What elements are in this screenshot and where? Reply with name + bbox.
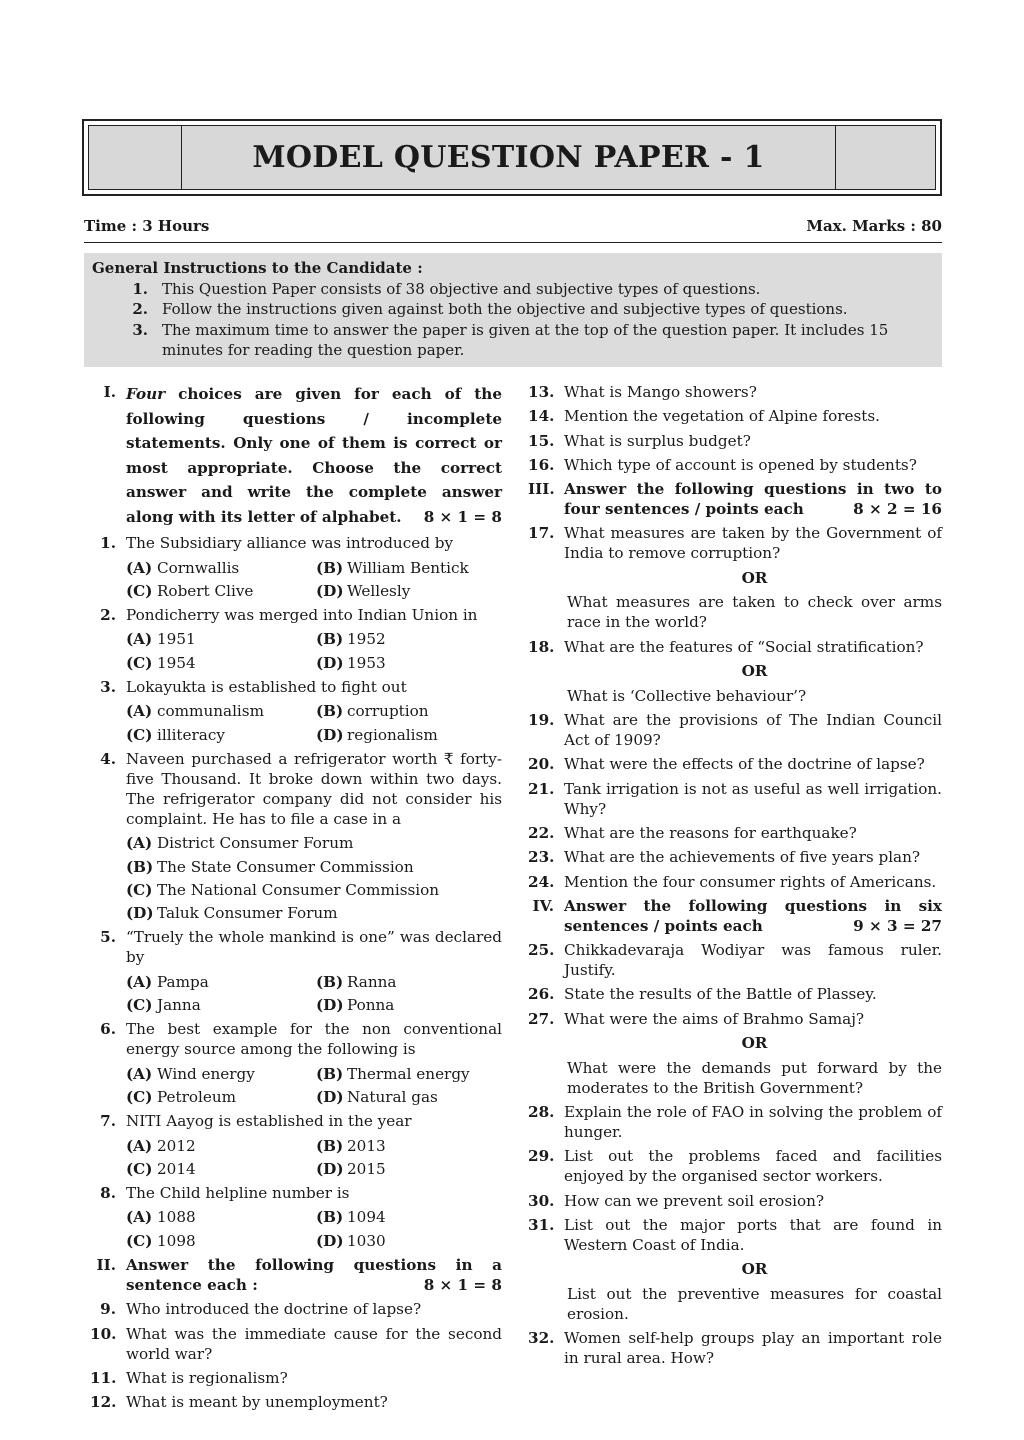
option-letter: (D) [316, 1231, 344, 1250]
options [126, 972, 502, 1015]
option-letter: (D) [316, 581, 344, 600]
question [528, 455, 942, 475]
instruction-number: 3. [132, 320, 148, 339]
general-instructions [84, 253, 942, 367]
instructions-heading: General Instructions to the Candidate : [92, 259, 423, 277]
section-number: I. [103, 383, 116, 401]
option-letter: (B) [316, 1136, 344, 1155]
question-number: 4. [100, 749, 116, 768]
option-text: Robert Clive [157, 581, 254, 600]
question [528, 984, 942, 1004]
option [316, 1231, 502, 1251]
instruction-text: Follow the instructions given against both the objective and subjective types of questions. [162, 300, 848, 318]
question-number: 3. [100, 678, 116, 697]
alternate-question: What were the demands put forward by the moderates to the British Government? [567, 1058, 942, 1097]
option [126, 1064, 316, 1084]
section-marks: 8 × 1 = 8 [423, 507, 502, 526]
question-text: Mention the four consumer rights of Americans. [564, 872, 937, 891]
question [90, 1368, 502, 1388]
option-text: Wind energy [157, 1064, 255, 1083]
question-number: 19. [528, 711, 555, 730]
or-divider: OR [741, 1260, 768, 1279]
question-number: 11. [90, 1368, 117, 1387]
option-text: The National Consumer Commission [157, 880, 440, 899]
section-text: Answer the following questions in six sentences / points each [564, 896, 942, 935]
question [528, 1215, 942, 1255]
option-text: 1088 [157, 1208, 196, 1227]
question-text: What measures are taken by the Government of India to remove corruption? [564, 524, 942, 563]
question-number: 10. [90, 1324, 117, 1343]
option [126, 972, 316, 992]
question-text: What is Mango showers? [564, 383, 757, 401]
option [126, 1207, 316, 1227]
instruction-text: The maximum time to answer the paper is given at the top of the question paper. It includes 15 minutes for reading the question paper. [162, 320, 889, 359]
options [126, 833, 502, 923]
question-number: 14. [528, 407, 555, 426]
right-column [528, 382, 942, 1373]
section-2-heading [90, 1255, 502, 1295]
option-text: Ponna [347, 996, 395, 1015]
question-number: 25. [528, 941, 555, 960]
option-text: corruption [347, 702, 429, 721]
or-divider: OR [741, 568, 768, 587]
alternate-question: What is ‘Collective behaviour’? [567, 686, 807, 705]
option-letter: (A) [126, 1208, 153, 1227]
question-number: 5. [100, 928, 116, 947]
section-marks: 9 × 3 = 27 [853, 916, 942, 935]
option-text: 2015 [347, 1159, 386, 1178]
option [316, 1136, 502, 1156]
option [316, 558, 502, 578]
question [528, 1191, 942, 1211]
option-text: Natural gas [347, 1087, 438, 1106]
or-divider: OR [741, 1034, 768, 1053]
option-text: Petroleum [157, 1087, 237, 1106]
option-letter: (C) [126, 581, 153, 600]
option [126, 903, 502, 923]
section-lead-word: Four [126, 385, 166, 403]
question-number: 16. [528, 455, 555, 474]
option-text: communalism [157, 702, 264, 721]
option-letter: (A) [126, 630, 153, 649]
question-number: 8. [100, 1184, 116, 1203]
question-number: 30. [528, 1191, 555, 1210]
section-text: Answer the following questions in a sentence each : [126, 1256, 502, 1295]
question-number: 23. [528, 848, 555, 867]
option [316, 1159, 502, 1179]
question-text: State the results of the Battle of Plassey. [564, 985, 877, 1004]
option-letter: (C) [126, 653, 153, 672]
question-number: 24. [528, 872, 555, 891]
question-number: 22. [528, 823, 555, 842]
question-text: Naveen purchased a refrigerator worth ₹ forty-five Thousand. It broke down within two days. The refrigerator company did not consider his complaint. He has to file a case in a [126, 749, 502, 828]
option-text: illiteracy [157, 725, 225, 744]
question-number: 12. [90, 1393, 117, 1412]
option-text: 1030 [347, 1231, 386, 1250]
option-letter: (C) [126, 1087, 153, 1106]
question-text: Lokayukta is established to fight out [126, 678, 407, 697]
question [90, 677, 502, 697]
option [316, 972, 502, 992]
option [126, 581, 316, 601]
question [90, 927, 502, 967]
section-number: IV. [532, 896, 554, 915]
question [90, 1183, 502, 1203]
question [528, 710, 942, 750]
option [126, 629, 316, 649]
question [528, 872, 942, 892]
option-text: Ranna [347, 972, 397, 991]
option [126, 1087, 316, 1107]
option [126, 880, 502, 900]
question-number: 31. [528, 1215, 555, 1234]
question-number: 2. [100, 606, 116, 625]
time-marks-row [84, 216, 942, 236]
question [528, 1328, 942, 1368]
option-text: Janna [157, 996, 201, 1015]
question [90, 1019, 502, 1059]
question [528, 823, 942, 843]
option [126, 701, 316, 721]
option-letter: (A) [126, 702, 153, 721]
option-text: 1951 [157, 630, 196, 649]
question-number: 27. [528, 1009, 555, 1028]
option-text: Thermal energy [347, 1064, 470, 1083]
instruction-text: This Question Paper consists of 38 objective and subjective types of questions. [162, 279, 761, 298]
option-text: 2013 [347, 1136, 386, 1155]
option-letter: (A) [126, 972, 153, 991]
option-letter: (B) [316, 1064, 344, 1083]
title-side-right [835, 126, 935, 189]
option-text: 1954 [157, 653, 196, 672]
question-text: NITI Aayog is established in the year [126, 1112, 412, 1131]
question-text: “Truely the whole mankind is one” was declared by [126, 928, 502, 967]
question-text: The Subsidiary alliance was introduced by [126, 534, 454, 553]
option [316, 581, 502, 601]
question [528, 847, 942, 867]
option [126, 995, 316, 1015]
option [316, 1087, 502, 1107]
option-letter: (C) [126, 1231, 153, 1250]
option-text: District Consumer Forum [157, 834, 354, 853]
section-instruction [564, 896, 942, 936]
option-letter: (A) [126, 1136, 153, 1155]
option-letter: (D) [316, 996, 344, 1015]
question-number: 26. [528, 985, 555, 1004]
question-number: 7. [100, 1112, 116, 1131]
section-4-heading [528, 896, 942, 936]
question [90, 533, 502, 553]
options [126, 629, 502, 672]
question-number: 29. [528, 1147, 555, 1166]
option-letter: (C) [126, 880, 153, 899]
option [126, 725, 316, 745]
question-number: 21. [528, 779, 555, 798]
question-number: 13. [528, 383, 555, 401]
question-text: How can we prevent soil erosion? [564, 1191, 825, 1210]
option-letter: (D) [316, 653, 344, 672]
alternate-question: What measures are taken to check over arms race in the world? [567, 593, 942, 632]
question-number: 17. [528, 524, 555, 543]
question [528, 406, 942, 426]
question [528, 940, 942, 980]
question-text: What are the features of “Social stratification? [564, 637, 924, 656]
option-letter: (D) [316, 725, 344, 744]
option [316, 725, 502, 745]
question-text: Women self-help groups play an important role in rural area. How? [564, 1329, 942, 1368]
options [126, 1064, 502, 1107]
option-text: 1094 [347, 1208, 386, 1227]
option [126, 558, 316, 578]
option-text: Taluk Consumer Forum [157, 904, 338, 923]
option-letter: (B) [126, 857, 154, 876]
question-text: What is surplus budget? [564, 431, 751, 450]
question [528, 1009, 942, 1029]
question-text: What are the provisions of The Indian Council Act of 1909? [564, 711, 942, 750]
option-text: 1952 [347, 630, 386, 649]
option [316, 995, 502, 1015]
option-letter: (C) [126, 725, 153, 744]
option-letter: (B) [316, 1208, 344, 1227]
question-text: What were the effects of the doctrine of lapse? [564, 755, 925, 774]
left-column [90, 382, 502, 1417]
question [90, 1392, 502, 1412]
option-letter: (A) [126, 1064, 153, 1083]
section-instruction [126, 1255, 502, 1295]
option [316, 1207, 502, 1227]
section-instruction [126, 382, 502, 529]
title-inner [88, 125, 936, 190]
option [126, 1136, 316, 1156]
question-number: 15. [528, 431, 555, 450]
title-box [82, 119, 942, 196]
or-divider: OR [741, 662, 768, 681]
option-letter: (A) [126, 558, 153, 577]
question-number: 18. [528, 637, 555, 656]
option-text: The State Consumer Commission [157, 857, 414, 876]
section-3-heading [528, 479, 942, 519]
option-text: 2012 [157, 1136, 196, 1155]
option-letter: (B) [316, 630, 344, 649]
question-text: The best example for the non conventional energy source among the following is [126, 1020, 502, 1059]
question-number: 20. [528, 755, 555, 774]
option [126, 1231, 316, 1251]
section-1-heading [90, 382, 502, 529]
question-text: What is regionalism? [126, 1368, 288, 1387]
section-marks: 8 × 2 = 16 [853, 500, 942, 519]
option-letter: (C) [126, 996, 153, 1015]
option-letter: (D) [316, 1087, 344, 1106]
option-text: Pampa [157, 972, 209, 991]
section-number: III. [528, 480, 555, 499]
options [126, 1207, 502, 1250]
question-text: Chikkadevaraja Wodiyar was famous ruler. Justify. [564, 941, 942, 980]
option-text: 1953 [347, 653, 386, 672]
options [126, 701, 502, 744]
options [126, 558, 502, 601]
question-number: 32. [528, 1329, 555, 1348]
question [528, 1146, 942, 1186]
option-letter: (D) [126, 904, 154, 923]
question [90, 1111, 502, 1131]
option [316, 653, 502, 673]
question [528, 431, 942, 451]
option-text: 1098 [157, 1231, 196, 1250]
option [126, 1159, 316, 1179]
question [90, 749, 502, 829]
options [126, 1136, 502, 1179]
option-letter: (B) [316, 558, 344, 577]
question [528, 382, 942, 402]
option [126, 857, 502, 877]
question [528, 779, 942, 819]
question-number: 9. [100, 1300, 116, 1319]
option [316, 1064, 502, 1084]
page-title: MODEL QUESTION PAPER - 1 [252, 139, 765, 175]
question [528, 523, 942, 563]
option-text: Wellesly [347, 581, 411, 600]
instruction-item [92, 279, 934, 300]
option-text: Cornwallis [157, 558, 240, 577]
max-marks-label: Max. Marks : 80 [806, 217, 942, 235]
question-text: Pondicherry was merged into Indian Union in [126, 606, 478, 625]
question-text: Tank irrigation is not as useful as well irrigation. Why? [564, 779, 942, 818]
option-text: regionalism [347, 725, 438, 744]
option-text: 2014 [157, 1159, 196, 1178]
question [90, 1324, 502, 1364]
question-text: List out the major ports that are found in Western Coast of India. [564, 1215, 942, 1254]
section-number: II. [96, 1256, 116, 1275]
option-letter: (A) [126, 834, 153, 853]
question-text: Mention the vegetation of Alpine forests. [564, 407, 881, 426]
question-number: 28. [528, 1103, 555, 1122]
question [90, 1299, 502, 1319]
question-text: What was the immediate cause for the second world war? [126, 1324, 502, 1363]
option [126, 653, 316, 673]
question-text: List out the problems faced and facilities enjoyed by the organised sector workers. [564, 1147, 942, 1186]
option-letter: (C) [126, 1159, 153, 1178]
header-rule [84, 242, 942, 243]
option-letter: (D) [316, 1159, 344, 1178]
instruction-number: 1. [132, 279, 148, 298]
question-number: 1. [100, 534, 116, 553]
option [126, 833, 502, 853]
question-text: What were the aims of Brahmo Samaj? [564, 1009, 865, 1028]
section-text: Answer the following questions in two to four sentences / points each [564, 480, 942, 519]
question [90, 605, 502, 625]
instruction-item [92, 299, 934, 320]
section-marks: 8 × 1 = 8 [423, 1276, 502, 1295]
option-letter: (B) [316, 972, 344, 991]
question [528, 754, 942, 774]
question-text: The Child helpline number is [126, 1184, 350, 1203]
question-text: Explain the role of FAO in solving the problem of hunger. [564, 1103, 942, 1142]
question-text: What are the reasons for earthquake? [564, 823, 857, 842]
option-text: William Bentick [347, 558, 469, 577]
section-instruction [564, 479, 942, 519]
option [316, 629, 502, 649]
question-text: What are the achievements of five years plan? [564, 848, 921, 867]
alternate-question: List out the preventive measures for coastal erosion. [567, 1284, 942, 1323]
question [528, 637, 942, 657]
question-number: 6. [100, 1020, 116, 1039]
option [316, 701, 502, 721]
question-text: Which type of account is opened by students? [564, 455, 917, 474]
instruction-item [92, 320, 934, 361]
section-text: choices are given for each of the following questions / incomplete statements. Only one of them is correct or most appropriate. Choose the correct answer and write the complete answer along with its letter of alphabet. [126, 385, 502, 526]
instruction-number: 2. [132, 300, 148, 318]
question-text: Who introduced the doctrine of lapse? [126, 1300, 422, 1319]
question [528, 1102, 942, 1142]
time-label: Time : 3 Hours [84, 217, 210, 235]
title-side-left [89, 126, 182, 189]
option-letter: (B) [316, 702, 344, 721]
question-text: What is meant by unemployment? [126, 1393, 388, 1412]
